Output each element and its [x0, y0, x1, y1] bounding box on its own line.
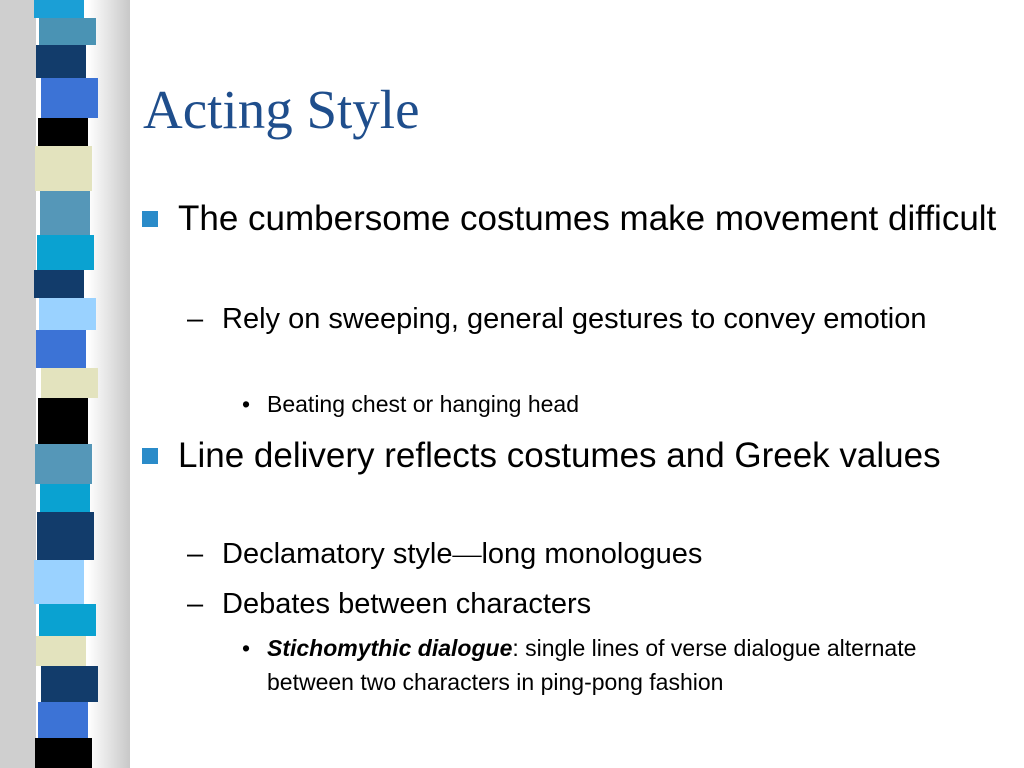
- square-bullet-icon: [142, 211, 158, 227]
- strip-block: [35, 146, 92, 191]
- bullet-text-b: long monologues: [481, 538, 703, 570]
- strip-block: [38, 398, 88, 444]
- bullet-text: Line delivery reflects costumes and Greek values: [178, 436, 941, 475]
- strip-block: [40, 191, 90, 235]
- strip-block: [36, 45, 86, 78]
- strip-block: [40, 484, 90, 512]
- strip-block: [36, 636, 86, 666]
- decorative-block-strip: [0, 0, 130, 768]
- strip-block: [38, 118, 88, 146]
- dot-bullet-icon: •: [242, 635, 251, 661]
- bullet-level3-stichomythic: [242, 631, 987, 699]
- strip-block: [41, 78, 98, 118]
- dot-bullet-icon: •: [242, 391, 251, 417]
- bullet-text: : single lines of verse dialogue alternate between two characters in ping-pong fashion: [267, 635, 917, 695]
- bullet-level1-line-delivery: [178, 432, 1008, 479]
- bullet-level3-beating-chest: [242, 387, 987, 421]
- bullet-text: Beating chest or hanging head: [267, 391, 580, 417]
- slide-title: Acting Style: [143, 79, 420, 140]
- em-dash: —: [452, 538, 482, 570]
- strip-block: [37, 512, 94, 560]
- square-bullet-icon: [142, 448, 158, 464]
- dash-bullet-icon: –: [187, 303, 204, 335]
- bullet-level2-gestures: [187, 300, 982, 339]
- dash-bullet-icon: –: [187, 588, 204, 620]
- bullet-level2-declamatory: [187, 535, 982, 574]
- bullet-text-a: Declamatory style: [222, 538, 453, 570]
- strip-block: [34, 560, 84, 604]
- bullet-term: Stichomythic dialogue: [267, 635, 513, 661]
- bullet-text: Rely on sweeping, general gestures to convey emotion: [222, 303, 927, 335]
- strip-block: [39, 604, 96, 636]
- strip-block: [35, 444, 92, 484]
- strip-block: [39, 18, 96, 45]
- dash-bullet-icon: –: [187, 538, 204, 570]
- strip-block: [34, 270, 84, 298]
- bullet-level2-debates: [187, 585, 982, 624]
- strip-block: [38, 702, 88, 738]
- strip-block: [34, 0, 84, 18]
- strip-block: [36, 330, 86, 368]
- strip-block: [35, 738, 92, 768]
- strip-block: [37, 235, 94, 270]
- bullet-text: Debates between characters: [222, 588, 592, 620]
- strip-block: [41, 368, 98, 398]
- bullet-level1-costumes: [178, 195, 1008, 242]
- strip-block: [41, 666, 98, 702]
- bullet-text: The cumbersome costumes make movement difficult: [178, 199, 997, 238]
- strip-block: [39, 298, 96, 330]
